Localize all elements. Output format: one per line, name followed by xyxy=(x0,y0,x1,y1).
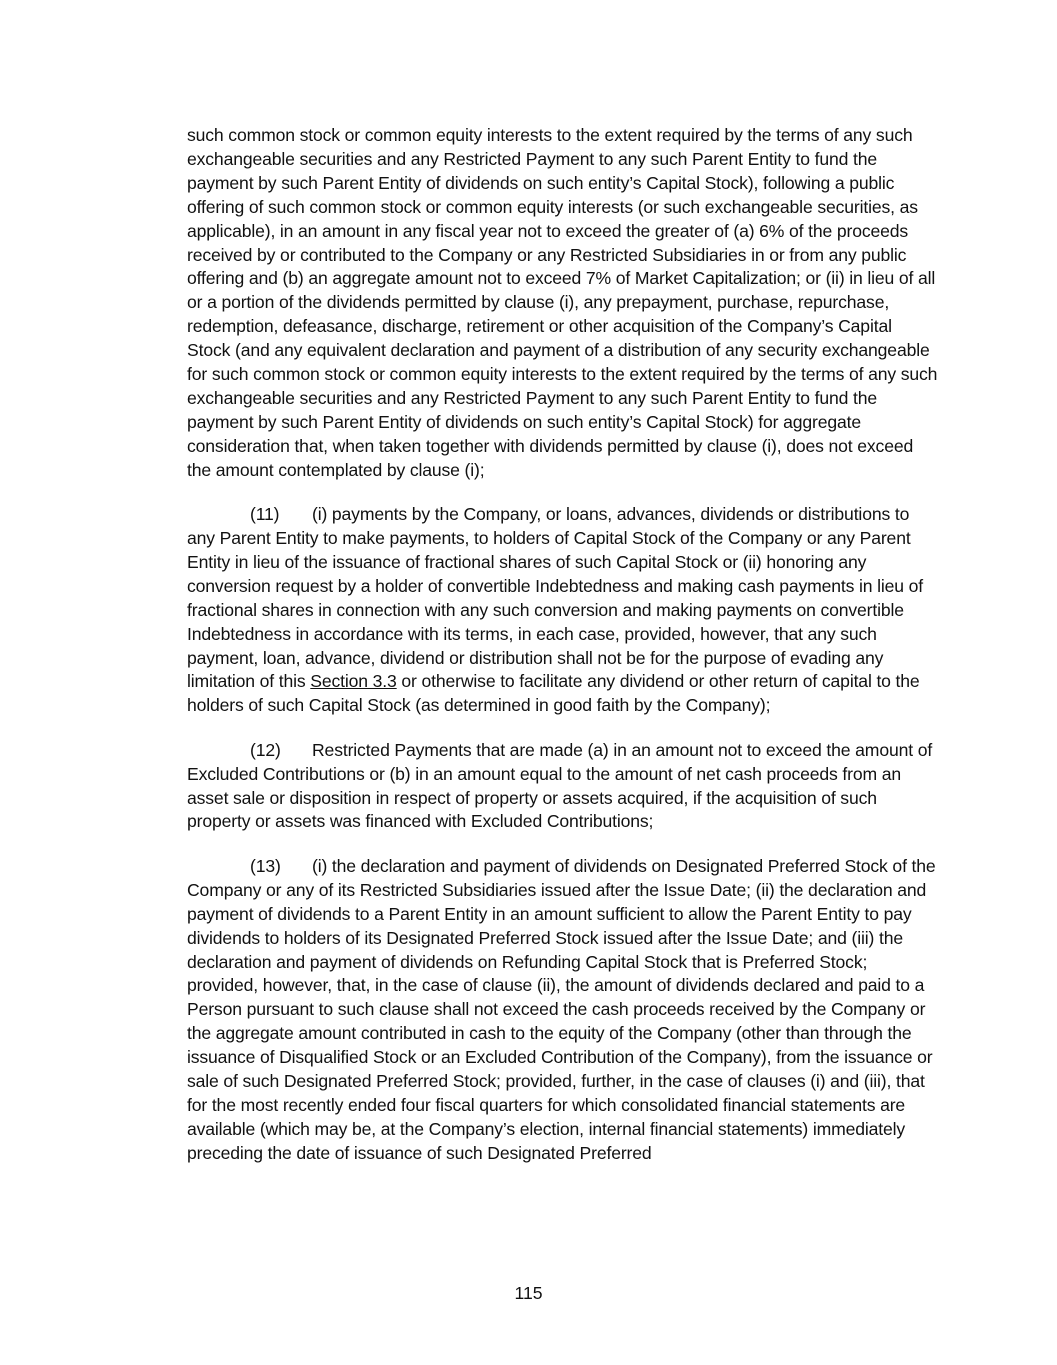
clause-11-text-before-link: (i) payments by the Company, or loans, advances, dividends or distributions to any Parent Entity to make payments, to holders of Capital Stock of the Company or any Parent Entity in lieu of the issuance of fractional shares of such Capital Stock or (ii) honoring any conversion request by a holder of convertible Indebtedness and making cash payments in lieu of fractional shares in connection with any such conversion and making payments on convertible Indebtedness in accordance with its terms, in each case, provided, however, that any such payment, loan, advance, dividend or distribution shall not be for the purpose of evading any limitation of this xyxy=(187,504,924,692)
clause-11-number: (11) xyxy=(250,504,280,525)
clause-13-paragraph xyxy=(187,855,939,1166)
clause-12-number: (12) xyxy=(250,739,281,760)
clause-11-text-after-link: or otherwise to facilitate any dividend or other return of capital to the holders of such Capital Stock (as determined in good faith by the Company); xyxy=(187,671,920,716)
page-number: 115 xyxy=(514,1283,543,1303)
clause-12-text: Restricted Payments that are made (a) in an amount not to exceed the amount of Excluded Contributions or (b) in an amount equal to the amount of net cash proceeds from an asset sale or disposition in respect of property or assets acquired, if the acquisition of such property or assets was financed with Excluded Contributions; xyxy=(187,739,933,832)
clause-11-paragraph xyxy=(187,503,939,718)
section-3-3-reference[interactable]: Section 3.3 xyxy=(310,671,397,692)
clause-12-paragraph xyxy=(187,739,939,835)
document-body xyxy=(187,124,939,1186)
clause-13-number: (13) xyxy=(250,855,281,876)
continuation-text: such common stock or common equity interests to the extent required by the terms of any such exchangeable securities and any Restricted Payment to any such Parent Entity to fund the payment by such Parent Entity of dividends on such entity’s Capital Stock), following a public offering of such common stock or common equity interests (or such exchangeable securities, as applicable), in an amount in any fiscal year not to exceed the greater of (a) 6% of the proceeds received by or contributed to the Company or any Restricted Subsidiaries in or from any public offering and (b) an aggregate amount not to exceed 7% of Market Capitalization; or (ii) in lieu of all or a portion of the dividends permitted by clause (i), any prepayment, purchase, repurchase, redemption, defeasance, discharge, retirement or other acquisition of the Company’s Capital Stock (and any equivalent declaration and payment of a distribution of any security exchangeable for such common stock or common equity interests to the extent required by the terms of any such exchangeable securities and any Restricted Payment to any such Parent Entity to fund the payment by such Parent Entity of dividends on such entity’s Capital Stock) for aggregate consideration that, when taken together with dividends permitted by clause (i), does not exceed the amount contemplated by clause (i); xyxy=(187,125,938,480)
clause-13-text: (i) the declaration and payment of dividends on Designated Preferred Stock of the Company or any of its Restricted Subsidiaries issued after the Issue Date; (ii) the declaration and payment of dividends to a Parent Entity in an amount sufficient to allow the Parent Entity to pay dividends to holders of its Designated Preferred Stock issued after the Issue Date; and (iii) the declaration and payment of dividends on Refunding Capital Stock that is Preferred Stock; provided, however, that, in the case of clause (ii), the amount of dividends declared and paid to a Person pursuant to such clause shall not exceed the cash proceeds received by the Company or the aggregate amount contributed in cash to the equity of the Company (other than through the issuance of Disqualified Stock or an Excluded Contribution of the Company), from the issuance or sale of such Designated Preferred Stock; provided, further, in the case of clauses (i) and (iii), that for the most recently ended four fiscal quarters for which consolidated financial statements are available (which may be, at the Company’s election, internal financial statements) immediately preceding the date of issuance of such Designated Preferred xyxy=(187,855,936,1163)
continuation-paragraph xyxy=(187,124,939,483)
